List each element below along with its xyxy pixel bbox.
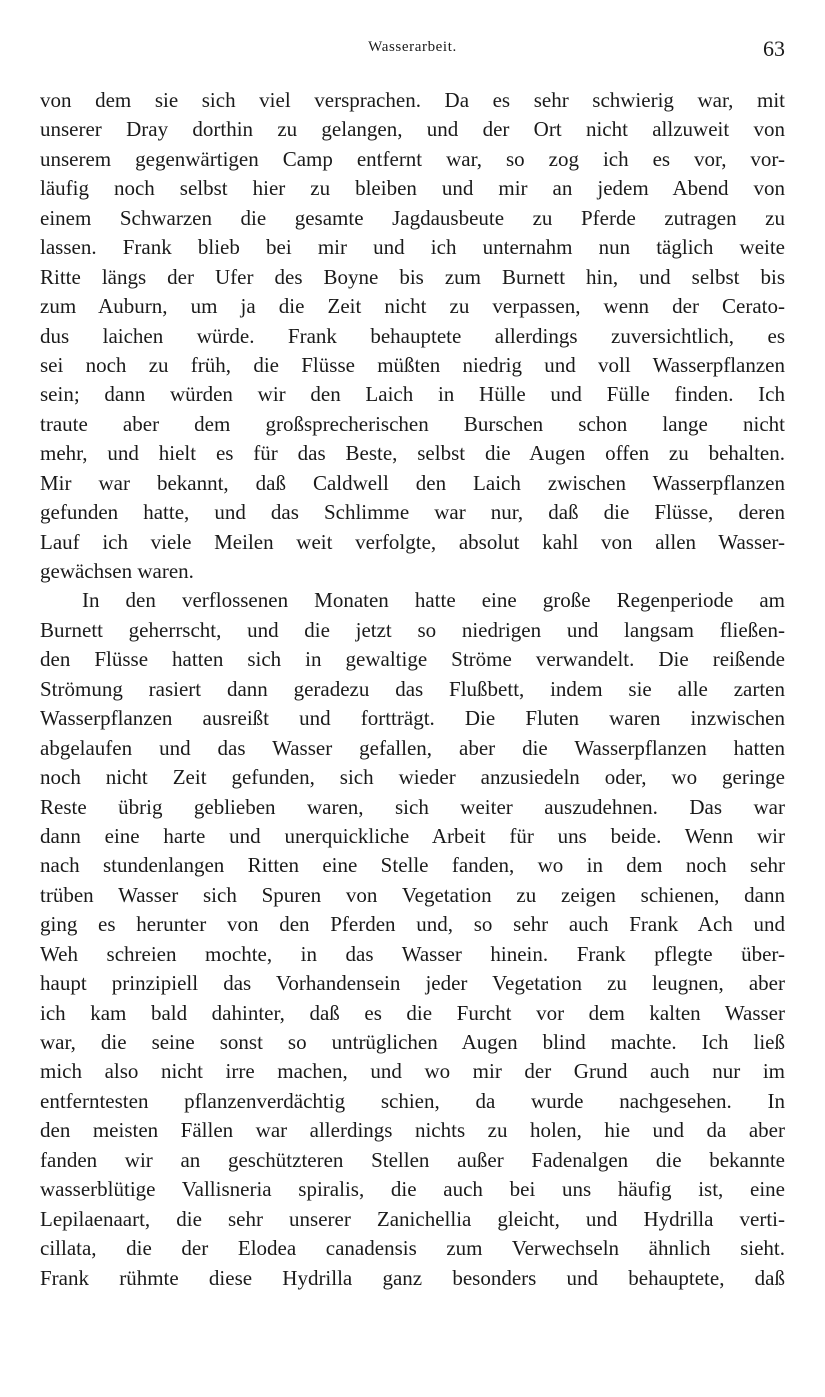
- text-line: wasserblütige Vallisneria spiralis, die auch bei uns häufig ist, eine: [40, 1177, 785, 1202]
- text-line: nach stundenlangen Ritten eine Stelle fanden, wo in dem noch sehr: [40, 853, 785, 878]
- text-line: läufig noch selbst hier zu bleiben und mir an jedem Abend von: [40, 176, 785, 201]
- text-line: Ritte längs der Ufer des Boyne bis zum Burnett hin, und selbst bis: [40, 264, 785, 289]
- text-line: Lauf ich viele Meilen weit verfolgte, absolut kahl von allen Wasser-: [40, 529, 785, 554]
- text-line: dann eine harte und unerquickliche Arbeit für uns beide. Wenn wir: [40, 823, 785, 848]
- text-line: gefunden hatte, und das Schlimme war nur, daß die Flüsse, deren: [40, 500, 785, 525]
- text-line: Mir war bekannt, daß Caldwell den Laich zwischen Wasserpflanzen: [40, 470, 785, 495]
- text-line: war, die seine sonst so untrüglichen Augen blind machte. Ich ließ: [40, 1030, 785, 1054]
- text-line: traute aber dem großsprecherischen Burschen schon lange nicht: [40, 411, 785, 436]
- text-line: unserem gegenwärtigen Camp entfernt war, so zog ich es vor, vor-: [40, 146, 785, 171]
- text-line: ich kam bald dahinter, daß es die Furcht vor dem kalten Wasser: [40, 1000, 785, 1025]
- text-line: mich also nicht irre machen, und wo mir der Grund auch nur im: [40, 1059, 785, 1084]
- running-title: Wasserarbeit.: [368, 39, 457, 55]
- text-line: noch nicht Zeit gefunden, sich wieder anzusiedeln oder, wo geringe: [40, 765, 785, 790]
- text-line: In den verflossenen Monaten hatte eine große Regenperiode am: [82, 588, 785, 613]
- text-line: von dem sie sich viel versprachen. Da es sehr schwierig war, mit: [40, 88, 785, 112]
- text-line: trüben Wasser sich Spuren von Vegetation zu zeigen schienen, dann: [40, 882, 785, 907]
- text-line: den meisten Fällen war allerdings nichts zu holen, hie und da aber: [40, 1118, 785, 1143]
- text-line: sein; dann würden wir den Laich in Hülle und Fülle finden. Ich: [40, 382, 785, 407]
- running-head: [40, 36, 785, 66]
- text-line: Reste übrig geblieben waren, sich weiter auszudehnen. Das war: [40, 794, 785, 819]
- page-number: 63: [763, 36, 785, 61]
- text-line: cillata, die der Elodea canadensis zum Verwechseln ähnlich sieht.: [40, 1236, 785, 1261]
- text-line: zum Auburn, um ja die Zeit nicht zu verpassen, wenn der Cerato-: [40, 294, 785, 319]
- text-line: fanden wir an geschützteren Stellen außer Fadenalgen die bekannte: [40, 1147, 785, 1172]
- text-line: Frank rühmte diese Hydrilla ganz besonders und behauptete, daß: [40, 1265, 785, 1290]
- text-line: Lepilaenaart, die sehr unserer Zanichellia gleicht, und Hydrilla verti-: [40, 1206, 785, 1231]
- text-line: Burnett geherrscht, und die jetzt so niedrigen und langsam fließen-: [40, 617, 785, 642]
- text-line: Weh schreien mochte, in das Wasser hinein. Frank pflegte über-: [40, 941, 785, 966]
- text-line: abgelaufen und das Wasser gefallen, aber die Wasserpflanzen hatten: [40, 735, 785, 760]
- text-line: sei noch zu früh, die Flüsse müßten niedrig und voll Wasserpflanzen: [40, 352, 785, 377]
- text-line: unserer Dray dorthin zu gelangen, und der Ort nicht allzuweit von: [40, 117, 785, 142]
- text-line: mehr, und hielt es für das Beste, selbst die Augen offen zu behalten.: [40, 441, 785, 466]
- text-line: ging es herunter von den Pferden und, so sehr auch Frank Ach und: [40, 912, 785, 937]
- text-line: Strömung rasiert dann geradezu das Flußbett, indem sie alle zarten: [40, 676, 785, 701]
- body-text: [40, 86, 785, 1293]
- text-line: gewächsen waren.: [40, 559, 194, 583]
- text-line: Wasserpflanzen ausreißt und fortträgt. Die Fluten waren inzwischen: [40, 706, 785, 731]
- text-line: dus laichen würde. Frank behauptete allerdings zuversichtlich, es: [40, 323, 785, 348]
- text-line: haupt prinzipiell das Vorhandensein jeder Vegetation zu leugnen, aber: [40, 971, 785, 996]
- text-line: den Flüsse hatten sich in gewaltige Ströme verwandelt. Die reißende: [40, 647, 785, 672]
- text-line: einem Schwarzen die gesamte Jagdausbeute zu Pferde zutragen zu: [40, 205, 785, 230]
- text-line: entferntesten pflanzenverdächtig schien, da wurde nachgesehen. In: [40, 1088, 785, 1113]
- text-line: lassen. Frank blieb bei mir und ich unternahm nun täglich weite: [40, 235, 785, 260]
